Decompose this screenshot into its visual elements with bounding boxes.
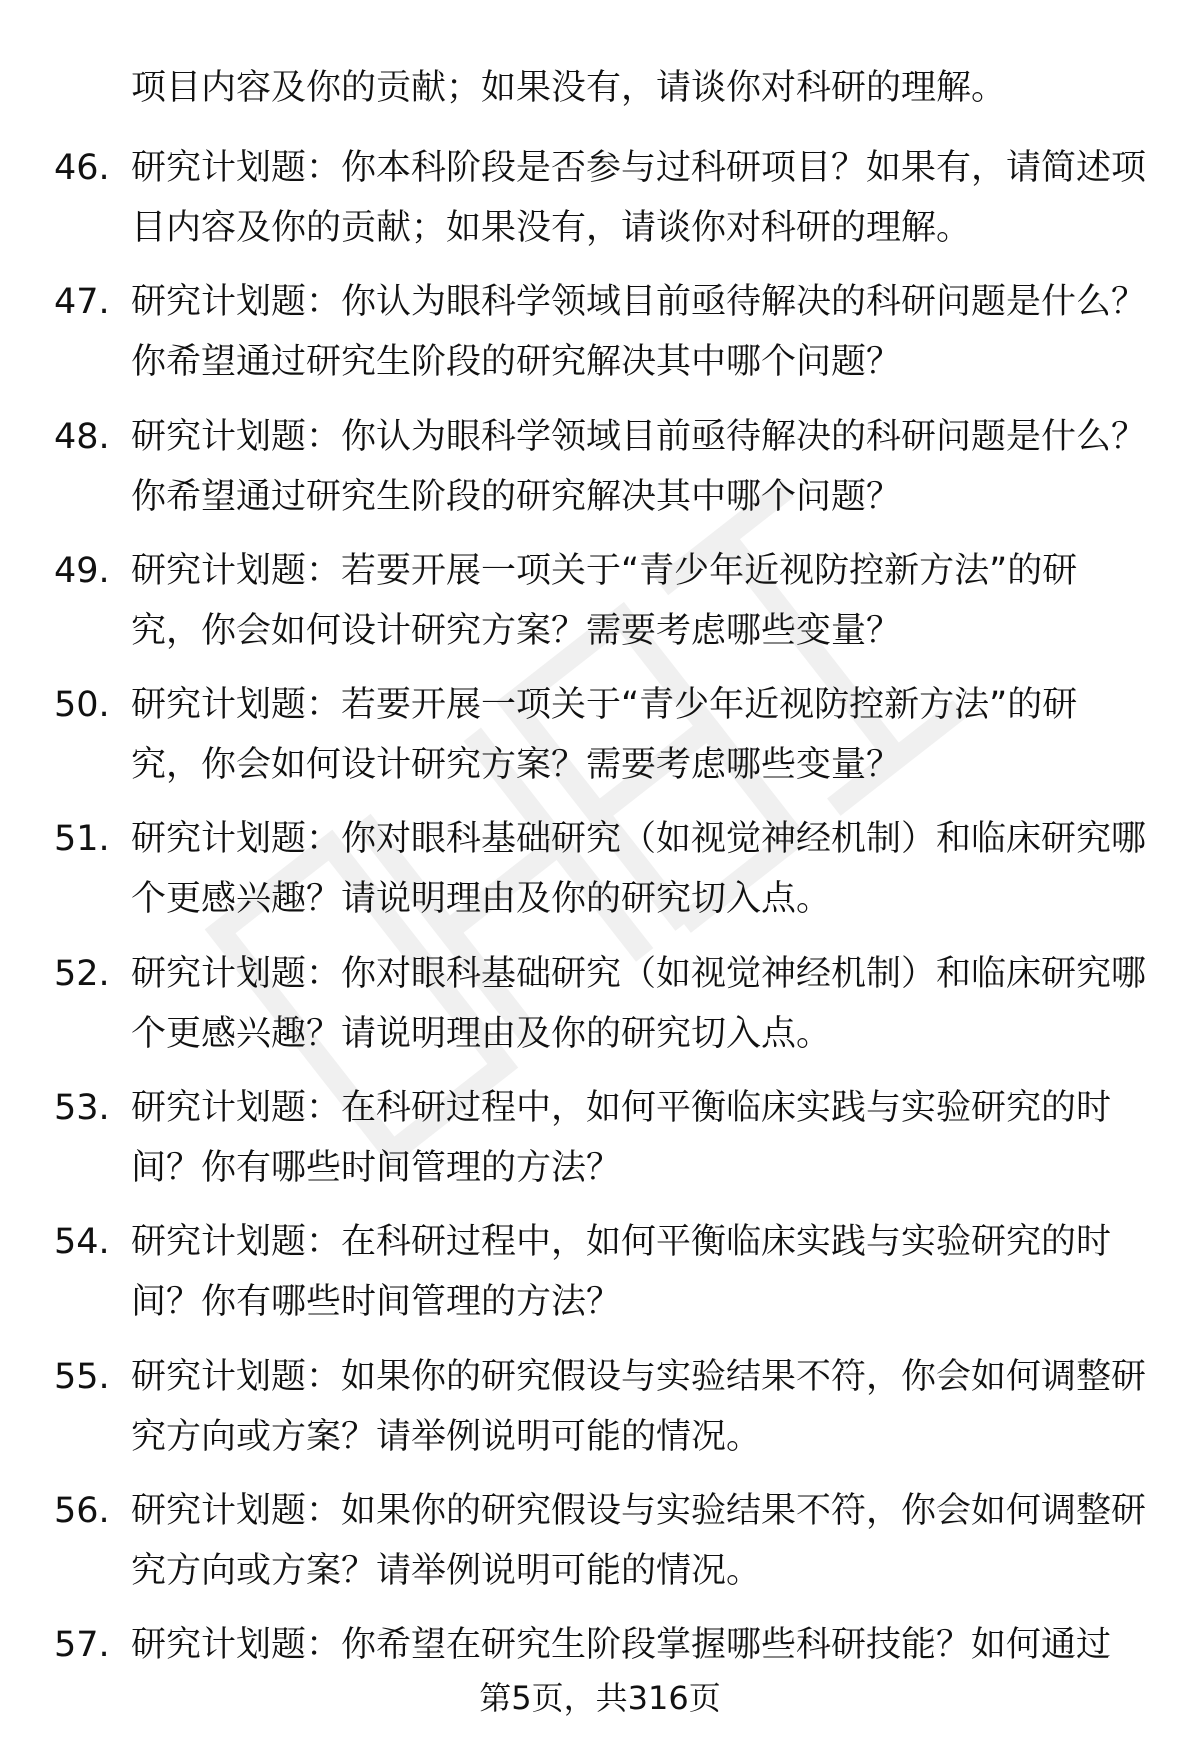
question-text: 研究计划题：你对眼科基础研究（如视觉神经机制）和临床研究哪个更感兴趣？请说明理由及你的研究切入点。 [131, 819, 1147, 920]
question-item [0, 1212, 1200, 1346]
question-number: 54. [54, 1222, 110, 1263]
question-text: 研究计划题：你认为眼科学领域目前亟待解决的科研问题是什么？你希望通过研究生阶段的研究解决其中哪个问题？ [131, 416, 1147, 517]
question-text: 研究计划题：你认为眼科学领域目前亟待解决的科研问题是什么？你希望通过研究生阶段的研究解决其中哪个问题？ [131, 282, 1147, 383]
question-item [0, 407, 1200, 541]
question-item [0, 138, 1200, 272]
question-text: 研究计划题：在科研过程中，如何平衡临床实践与实验研究的时间？你有哪些时间管理的方法？ [131, 1088, 1112, 1189]
question-item [0, 1347, 1200, 1481]
question-text: 研究计划题：如果你的研究假设与实验结果不符，你会如何调整研究方向或方案？请举例说明可能的情况。 [131, 1356, 1147, 1457]
question-text: 研究计划题：你本科阶段是否参与过科研项目？如果有，请简述项目内容及你的贡献；如果没有，请谈你对科研的理解。 [131, 148, 1147, 248]
question-number: 48. [54, 416, 110, 457]
question-item [0, 675, 1200, 809]
question-number: 55. [54, 1356, 110, 1397]
question-number: 47. [54, 282, 110, 323]
question-text: 研究计划题：若要开展一项关于“青少年近视防控新方法”的研究，你会如何设计研究方案？需要考虑哪些变量？ [131, 550, 1078, 651]
question-text: 研究计划题：你对眼科基础研究（如视觉神经机制）和临床研究哪个更感兴趣？请说明理由及你的研究切入点。 [131, 953, 1147, 1054]
question-number: 57. [54, 1625, 110, 1666]
question-number: 49. [54, 550, 110, 591]
question-item [0, 272, 1200, 406]
question-text: 研究计划题：在科研过程中，如何平衡临床实践与实验研究的时间？你有哪些时间管理的方法？ [131, 1222, 1112, 1323]
question-text: 研究计划题：如果你的研究假设与实验结果不符，你会如何调整研究方向或方案？请举例说明可能的情况。 [131, 1490, 1147, 1591]
question-number: 51. [54, 819, 110, 860]
question-item [0, 1481, 1200, 1615]
page-footer: 第5页，共316页 [479, 1679, 721, 1717]
question-number: 50. [54, 685, 110, 726]
question-item [0, 1078, 1200, 1212]
question-number: 52. [54, 953, 110, 994]
question-number: 53. [54, 1088, 110, 1129]
question-item [0, 541, 1200, 675]
question-number: 56. [54, 1490, 110, 1531]
question-item [0, 809, 1200, 943]
question-text: 研究计划题：若要开展一项关于“青少年近视防控新方法”的研究，你会如何设计研究方案？需要考虑哪些变量？ [131, 685, 1078, 786]
question-text: 研究计划题：你希望在研究生阶段掌握哪些科研技能？如何通过 [131, 1625, 1112, 1666]
continued-question-text: 项目内容及你的贡献；如果没有，请谈你对科研的理解。 [131, 68, 1007, 108]
question-list [0, 138, 1200, 1750]
question-item [0, 944, 1200, 1078]
question-number: 46. [54, 148, 110, 188]
